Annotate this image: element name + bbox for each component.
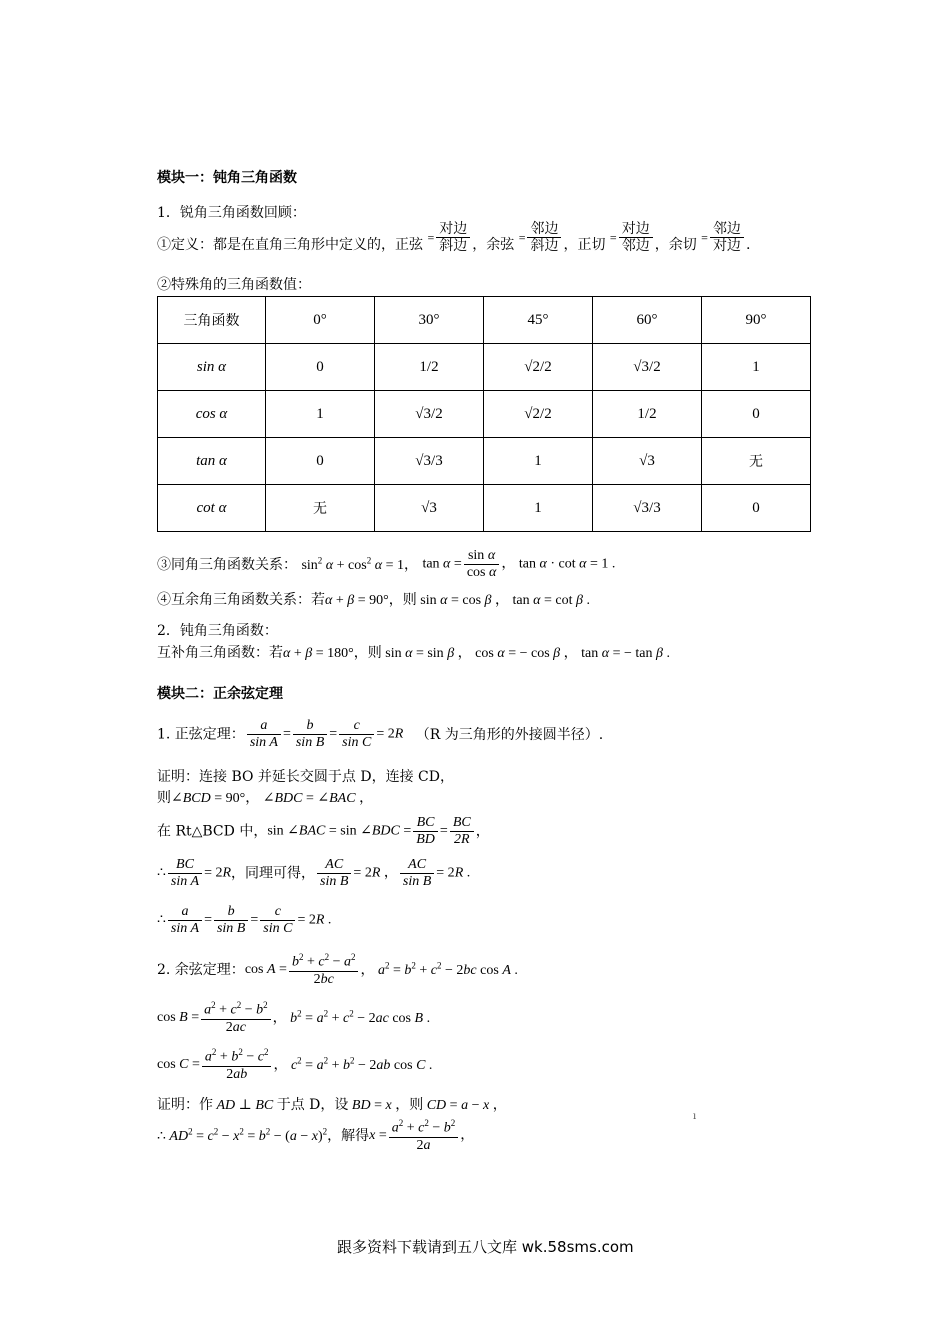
table-header-row [158,297,811,344]
tan-definition-fraction: $\frac{\text{对边}}{\text{邻边}}$ [619,221,653,254]
table-header-cell: 三角函数 [158,297,266,344]
same-angle-line: ③同角三角函数关系： $\sin^2 \alpha + \cos^2 \alpha = 1$， tan α = $\frac{\text{sin α}}{\text{cos α}}$ ， tan α · cot α = 1 . [157,548,616,581]
table-header-cell: 45° [484,297,593,344]
item2-label: 2．钝角三角函数： [157,623,278,639]
table-cell: √3 [593,438,702,485]
special-angles-label: ②特殊角的三角函数值： [157,277,311,293]
angle-line: 则∠BCD = 90°， ∠BDC = ∠BAC ， [157,790,374,806]
complementary-line: ④互余角三角函数关系：若α + β = 90°，则 sin α = cos β ， tan α = cot β . [157,592,590,608]
cot-definition-fraction: $\frac{\text{邻边}}{\text{对边}}$ [710,221,744,254]
cos-b-line: cos B = $\frac{a^2 + c^2 - b^2}{2ac}$ ， $b^2 = a^2 + c^2 - 2ac$ cos B . [157,1000,431,1035]
proof1-line: 证明：连接 BO 并延长交圆于点 D，连接 CD， [157,769,454,785]
table-header-cell: 90° [702,297,811,344]
definition-prefix: ①定义：都是在直角三角形中定义的，正弦 [157,236,423,253]
special-angle-table [157,296,811,532]
table-cell: 1 [484,485,593,532]
table-cell: √3/3 [593,485,702,532]
item1-label: 1．锐角三角函数回顾： [157,205,306,221]
table-header-cell: 60° [593,297,702,344]
table-cell: 0 [266,344,375,391]
table-row [158,438,811,485]
table-cell: 无 [702,438,811,485]
table-cell: 1 [266,391,375,438]
table-cell: 1 [484,438,593,485]
table-row [158,344,811,391]
table-cell: √3/2 [593,344,702,391]
table-cell: √2/2 [484,344,593,391]
proof2-line: 证明：作 AD ⊥ BC 于点 D，设 BD = x ，则 CD = a − x ， [157,1097,507,1113]
table-cell: 0 [266,438,375,485]
rt-triangle-line: 在 Rt△BCD 中，sin ∠BAC = sin ∠BDC = $\frac{BC}{BD}$ = $\frac{BC}{2R}$ ， [157,815,490,848]
module1-heading: 模块一：钝角三角函数 [157,170,297,186]
table-header-cell: 30° [375,297,484,344]
supplementary-line: 互补角三角函数：若α + β = 180°，则 sin α = sin β ， cos α = − cos β ， tan α = − tan β . [157,645,670,661]
therefore-line-1: ∴ $\frac{BC}{\text{sin A}}$ = 2R，同理可得， $\frac{AC}{\text{sin B}}$ = 2R ， $\frac{AC}{\text{sin B}}$ = 2R . [157,857,471,890]
table-header-cell: 0° [266,297,375,344]
table-cell: 1/2 [375,344,484,391]
table-cell: √3 [375,485,484,532]
table-row [158,485,811,532]
table-cell: 0 [702,391,811,438]
table-cell: 1/2 [593,391,702,438]
sin-definition-fraction: $\frac{\text{对边}}{\text{斜边}}$ [436,221,470,254]
cosine-law-line: 2. 余弦定理：cos A = $\frac{b^2 + c^2 - a^2}{2bc}$ ， $a^2 = b^2 + c^2 - 2bc$ cos A . [157,952,518,987]
footer-text: 跟多资料下载请到五八文库 wk.58sms.com [337,1238,634,1256]
definition-line: ①定义：都是在直角三角形中定义的，正弦 = $\frac{\text{对边}}{\text{斜边}}$ ，余弦 = $\frac{\text{邻边}}{\text{斜边}}$ ，正切 = $\frac{\text{对边}}{\text{邻边}}$ ，余切 = $\frac{\text{邻边}}{\text{对边}}$ . [157,221,751,255]
sine-law-line: 1. 正弦定理： $\frac{a}{\text{sin A}}$ = $\frac{b}{\text{sin B}}$ = $\frac{c}{\text{sin C}}$ = 2R （R 为三角形的外接圆半径）. [157,718,604,751]
module2-heading: 模块二：正余弦定理 [157,686,283,702]
table-cell: 无 [266,485,375,532]
table-cell: √2/2 [484,391,593,438]
table-cell: 0 [702,485,811,532]
cos-c-line: cos C = $\frac{a^2 + b^2 - c^2}{2ab}$ ， $c^2 = a^2 + b^2 - 2ab$ cos C . [157,1047,433,1082]
table-row-label: sin α [158,344,266,391]
table-row-label: tan α [158,438,266,485]
table-cell: √3/2 [375,391,484,438]
table-row-label: cos α [158,391,266,438]
stray-mark: ı [693,1111,697,1122]
solve-line: ∴ $AD^2 = c^2 - x^2 = b^2 - (a - x)^2$，解得x = $\frac{a^2 + c^2 - b^2}{2a}$ ， [157,1118,475,1153]
table-row-label: cot α [158,485,266,532]
table-cell: 1 [702,344,811,391]
therefore-line-2: ∴ $\frac{a}{\text{sin A}}$ = $\frac{b}{\text{sin B}}$ = $\frac{c}{\text{sin C}}$ = 2R . [157,904,332,937]
cos-definition-fraction: $\frac{\text{邻边}}{\text{斜边}}$ [527,221,561,254]
table-row [158,391,811,438]
table-cell: √3/3 [375,438,484,485]
